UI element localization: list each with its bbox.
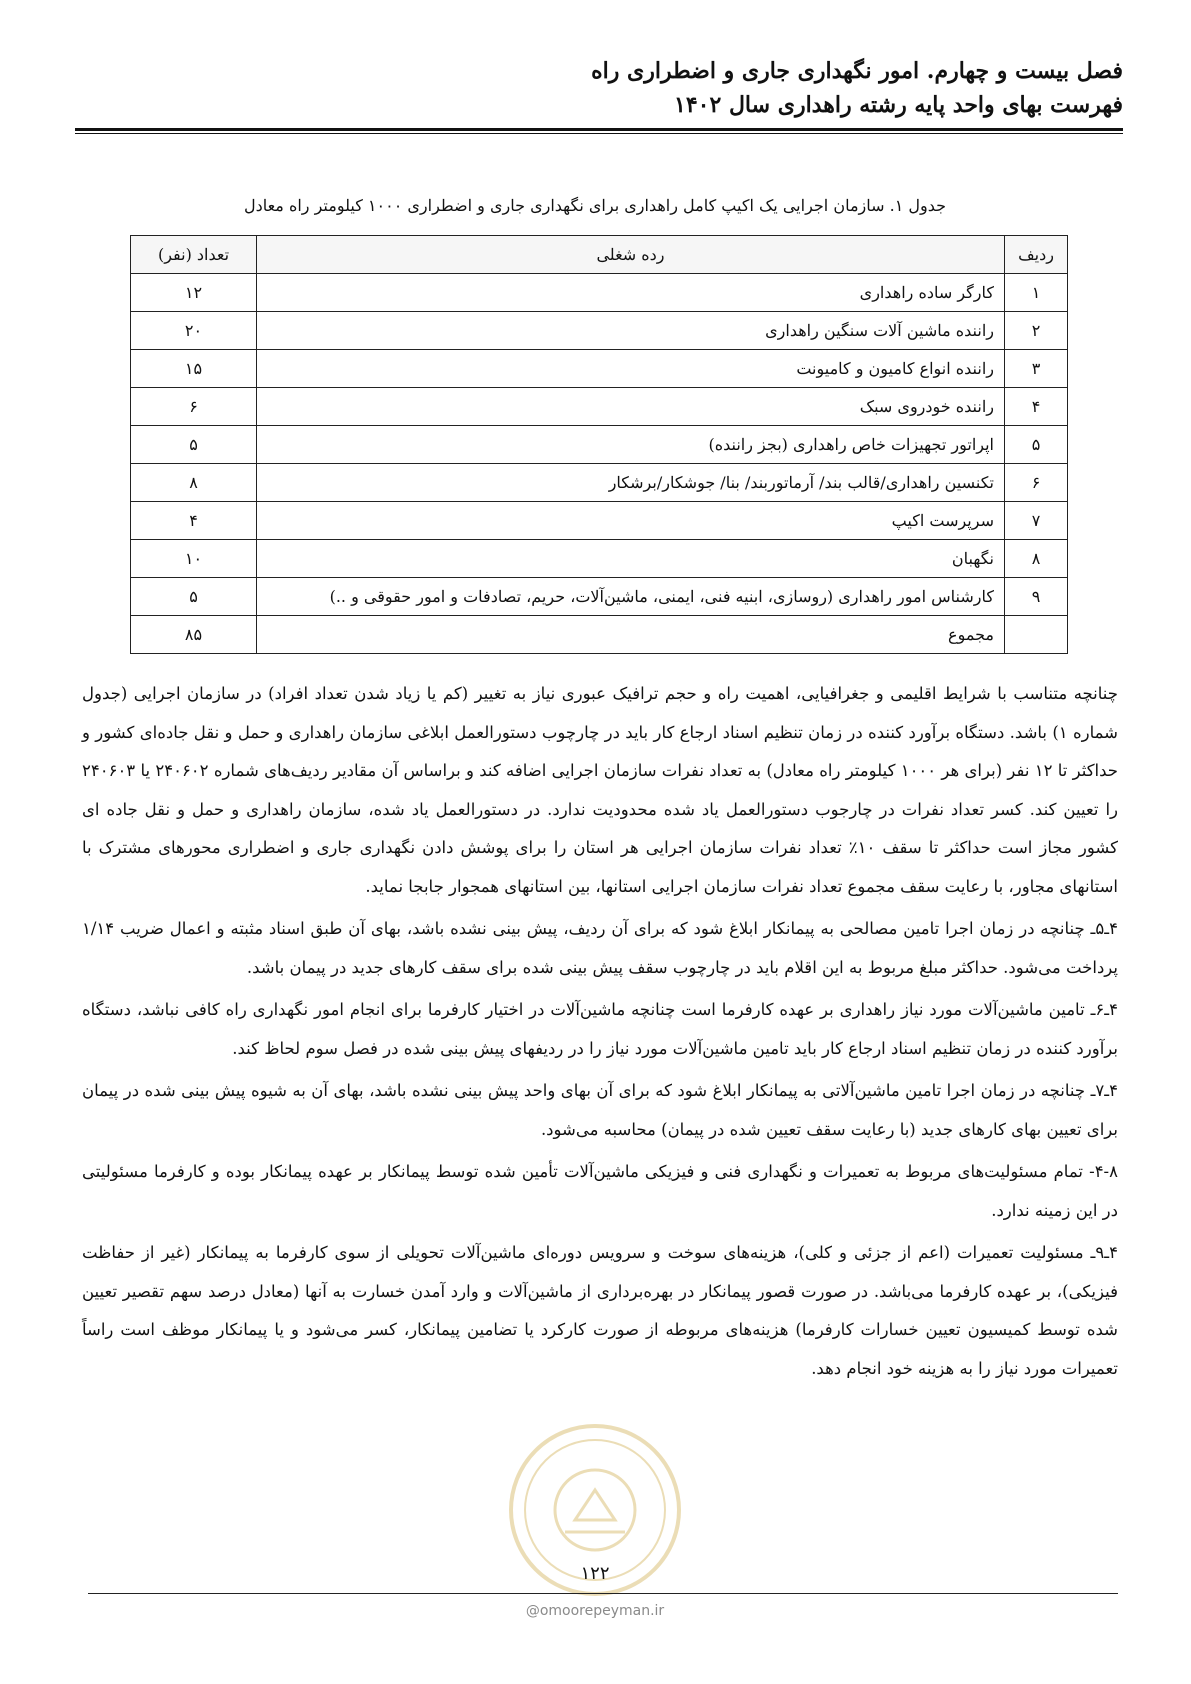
- row-number: ۳: [1005, 350, 1068, 388]
- staff-count: ۱۵: [131, 350, 257, 388]
- table-row: [131, 426, 1068, 464]
- header-count: تعداد (نفر): [131, 236, 257, 274]
- staff-count: ۲۰: [131, 312, 257, 350]
- paragraph-4-7: ۴ـ۷ـ چنانچه در زمان اجرا تامین ماشین‌آلاتی به پیمانکار ابلاغ شود که برای آن بهای واحد پیش بینی نشده باشد، بهای آن به شیوه پیش بینی شده در پیمان برای تعیین بهای کارهای جدید (با رعایت سقف تعیین شده در پیمان) محاسبه می‌شود.: [82, 1081, 1118, 1139]
- page-number: ۱۲۲: [580, 1563, 610, 1584]
- staff-table: [130, 235, 1068, 654]
- staff-count: ۶: [131, 388, 257, 426]
- total-label: مجموع: [257, 616, 1005, 654]
- job-title: راننده انواع کامیون و کامیونت: [257, 350, 1005, 388]
- chapter-title: فصل بیست و چهارم. امور نگهداری جاری و اضطراری راه: [591, 58, 1123, 84]
- row-number: ۲: [1005, 312, 1068, 350]
- row-number: ۱: [1005, 274, 1068, 312]
- job-title: نگهبان: [257, 540, 1005, 578]
- price-list-title: فهرست بهای واحد پایه رشته راهداری سال ۱۴۰۲: [674, 92, 1123, 118]
- row-number: ۷: [1005, 502, 1068, 540]
- job-title: سرپرست اکیپ: [257, 502, 1005, 540]
- table-total-row: [131, 616, 1068, 654]
- table-row: [131, 464, 1068, 502]
- header-job-title: رده شغلی: [257, 236, 1005, 274]
- job-title: راننده خودروی سبک: [257, 388, 1005, 426]
- table-row: [131, 350, 1068, 388]
- table-row: [131, 578, 1068, 616]
- paragraph-4-5: ۴ـ۵ـ چنانچه در زمان اجرا تامین مصالحی به پیمانکار ابلاغ شود که برای آن ردیف، پیش بینی نشده باشد، بهای آن طبق اسناد مثبته و اعمال ضریب ۱/۱۴ پرداخت می‌شود. حداکثر مبلغ مربوط به این اقلام باید در چارچوب سقف پیش بینی شده برای سقف کارهای جدید در پیمان باشد.: [82, 919, 1118, 977]
- staff-count: ۵: [131, 426, 257, 464]
- total-row-number-empty: [1005, 616, 1068, 654]
- job-title: کارشناس امور راهداری (روسازی، ابنیه فنی، ایمنی، ماشین‌آلات، حریم، تصادفات و امور حقوقی و ..): [257, 578, 1005, 616]
- total-count: ۸۵: [131, 616, 257, 654]
- table-header-row: [131, 236, 1068, 274]
- header-row-number: ردیف: [1005, 236, 1068, 274]
- row-number: ۵: [1005, 426, 1068, 464]
- row-number: ۸: [1005, 540, 1068, 578]
- paragraph-4-9: ۴ـ۹ـ مسئولیت تعمیرات (اعم از جزئی و کلی)، هزینه‌های سوخت و سرویس دوره‌ای ماشین‌آلات تحویلی از سوی کارفرما به پیمانکار (غیر از حفاظت فیزیکی)، بر عهده کارفرما می‌باشد. در صورت قصور پیمانکار در بهره‌برداری از ماشین‌آلات و وارد آمدن خسارت به آنها (معادل درصد سهم تقصیر تعیین شده توسط کمیسیون تعیین خسارات کارفرما) هزینه‌های مربوطه از صورت کارکرد یا تضامین پیمانکار، کسر می‌شود و یا پیمانکار موظف است راساً تعمیرات مورد نیاز را به هزینه خود انجام دهد.: [82, 1243, 1118, 1378]
- table-caption: جدول ۱. سازمان اجرایی یک اکیپ کامل راهداری برای نگهداری جاری و اضطراری ۱۰۰۰ کیلومتر راه معادل: [243, 196, 947, 215]
- paragraph-4-6: ۴ـ۶ـ تامین ماشین‌آلات مورد نیاز راهداری بر عهده کارفرما است چنانچه ماشین‌آلات در اختیار کارفرما برای انجام امور نگهداری راه کافی نباشد، دستگاه برآورد کننده در زمان تنظیم اسناد ارجاع کار باید تامین ماشین‌آلات مورد نیاز را در ردیفهای پیش بینی شده در فصل سوم لحاظ کند.: [82, 1000, 1118, 1058]
- paragraph-staffing-adjustment: چنانچه متناسب با شرایط اقلیمی و جغرافیایی، اهمیت راه و حجم ترافیک عبوری نیاز به تغییر (کم یا زیاد شدن تعداد افراد) در سازمان اجرایی (جدول شماره ۱) باشد. دستگاه برآورد کننده در زمان تنظیم اسناد ارجاع کار باید در چارچوب دستورالعمل ابلاغی سازمان راهداری و حمل و نقل جاده‌ای کشور و حداکثر تا ۱۲ نفر (برای هر ۱۰۰۰ کیلومتر راه معادل) به تعداد نفرات سازمان اجرایی اضافه کند و براساس آن مقادیر ردیف‌های شماره ۲۴۰۶۰۲ یا ۲۴۰۶۰۳ را تعیین کند. کسر تعداد نفرات در چارجوب دستورالعمل یاد شده محدودیت ندارد. در دستورالعمل یاد شده، سازمان راهداری و حمل و نقل جاده ای کشور مجاز است حداکثر تا سقف ۱۰٪ تعداد نفرات سازمان اجرایی هر استان را برای پوشش دادن نگهداری جاری و اضطراری محورهای مشترک با استانهای مجاور، با رعایت سقف مجموع تعداد نفرات سازمان اجرایی استانها، بین استانهای همجوار جابجا نماید.: [82, 684, 1118, 896]
- header-rule-thick: [75, 128, 1123, 131]
- table-row: [131, 388, 1068, 426]
- staff-count: ۱۰: [131, 540, 257, 578]
- job-title: کارگر ساده راهداری: [257, 274, 1005, 312]
- staff-count: ۱۲: [131, 274, 257, 312]
- table-row: [131, 540, 1068, 578]
- body-text: [82, 675, 1118, 1392]
- staff-count: ۵: [131, 578, 257, 616]
- row-number: ۴: [1005, 388, 1068, 426]
- header-rule-thin: [75, 133, 1123, 134]
- row-number: ۹: [1005, 578, 1068, 616]
- staff-count: ۴: [131, 502, 257, 540]
- job-title: راننده ماشین آلات سنگین راهداری: [257, 312, 1005, 350]
- job-title: تکنسین راهداری/قالب بند/ آرماتوربند/ بنا/ جوشکار/برشکار: [257, 464, 1005, 502]
- staff-count: ۸: [131, 464, 257, 502]
- job-title: اپراتور تجهیزات خاص راهداری (بجز راننده): [257, 426, 1005, 464]
- table-row: [131, 502, 1068, 540]
- paragraph-4-8: ۴-۸- تمام مسئولیت‌های مربوط به تعمیرات و نگهداری فنی و فیزیکی ماشین‌آلات تأمین شده توسط پیمانکار بر عهده پیمانکار بوده و کارفرما مسئولیتی در این زمینه ندارد.: [82, 1162, 1118, 1220]
- table-row: [131, 312, 1068, 350]
- footer-rule: [88, 1593, 1118, 1594]
- table-row: [131, 274, 1068, 312]
- row-number: ۶: [1005, 464, 1068, 502]
- page-header: [75, 54, 1123, 122]
- watermark-text: @omoorepeyman.ir: [525, 1603, 665, 1619]
